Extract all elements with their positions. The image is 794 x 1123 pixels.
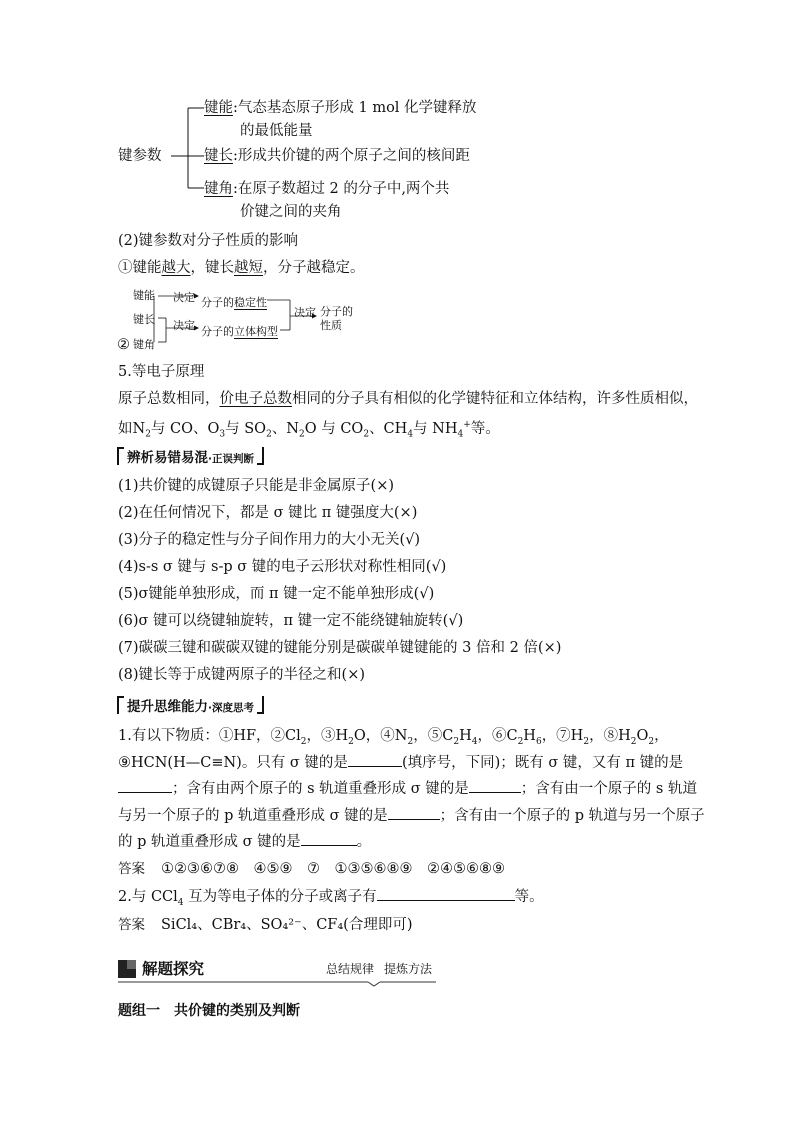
influence-heading: (2)键参数对分子性质的影响 xyxy=(118,233,299,249)
answer-1 xyxy=(118,859,505,879)
diag-decide-3: 决定 xyxy=(294,306,316,319)
q1-l3-b: ；含有由一个原子的 s 轨道 xyxy=(520,781,697,797)
bond-angle-term: 键角 xyxy=(204,181,233,197)
influence-point-1 xyxy=(118,258,365,278)
iso-l1-a: 原子总数相同， xyxy=(118,391,220,407)
think-subtitle: ·深度思考 xyxy=(208,702,254,714)
judge-item-4: (4)s-s σ 键与 s-p σ 键的电子云形状对称性相同(√) xyxy=(118,559,447,575)
judge-item-2: (2)在任何情况下，都是 σ 键比 π 键强度大(×) xyxy=(118,505,418,521)
blank-5[interactable] xyxy=(301,831,357,846)
bond-length-line xyxy=(204,146,470,166)
judge-section-title xyxy=(117,446,264,466)
q1-l3-a: ；含有由两个原子的 s 轨道重叠形成 σ 键的是 xyxy=(172,781,469,797)
blank-6[interactable] xyxy=(377,886,515,901)
bond-energy-line xyxy=(204,98,477,118)
diag-struct-b: 立体构型 xyxy=(234,325,278,338)
diag-length: 键长 xyxy=(133,313,155,326)
diag-property-1: 分子的 xyxy=(320,305,353,318)
judge-item-7: (7)碳碳三键和碳碳双键的键能分别是碳碳单键键能的 3 倍和 2 倍(×) xyxy=(118,640,562,656)
q1-l4-a: 与另一个原子的 p 轨道重叠形成 σ 键的是 xyxy=(118,808,388,824)
p1-text-a: ①键能 xyxy=(118,260,162,276)
isoelectronic-line-2: 如$N_2$与 CO、$O_3$与 $SO_2$、$N_2O$ 与 $CO_2$、$CH_4$与 $NH_4^+$等。 xyxy=(118,420,500,440)
p1-text-b: 越大 xyxy=(161,260,191,276)
q2-line: 2.与 CCl$_4$ 互为等电子体的分子或离子有 等。 xyxy=(118,886,544,913)
q1-line-3 xyxy=(118,778,697,799)
diag-struct-a: 分子的 xyxy=(201,325,234,338)
bond-angle-def: :在原子数超过 2 的分子中,两个共 xyxy=(233,181,450,197)
bracket-open-icon xyxy=(117,447,124,465)
diag-stab-b: 稳定性 xyxy=(234,296,267,309)
diag-stability xyxy=(201,296,267,309)
bond-angle-line xyxy=(204,179,449,199)
bracket-open-icon xyxy=(117,696,124,714)
solve-title: 解题探究 xyxy=(142,960,205,978)
q1-l5-a: 的 p 轨道重叠形成 σ 键的是 xyxy=(118,834,301,850)
q1-l4-b: ；含有由一个原子的 p 轨道与另一个原子 xyxy=(439,808,705,824)
judge-item-5: (5)σ键能单独形成，而 π 键一定不能单独形成(√) xyxy=(118,586,435,602)
q1-line-2 xyxy=(118,752,683,773)
diag-angle: 键角 xyxy=(133,338,155,351)
bond-angle-def-cont: 价键之间的夹角 xyxy=(240,204,342,220)
answer-label-1: 答案 xyxy=(118,861,145,877)
bracket-close-icon xyxy=(257,447,264,465)
p1-text-e: ，分子越稳定。 xyxy=(263,260,365,276)
diag-decide-1: 决定 xyxy=(173,291,195,304)
q1-line-5 xyxy=(118,831,371,852)
answer-1-text: ①②③⑥⑦⑧ ④⑤⑨ ⑦ ①③⑤⑥⑧⑨ ②④⑤⑥⑧⑨ xyxy=(161,861,505,877)
tree-brackets xyxy=(168,96,208,196)
isoelectronic-heading: 5.等电子原理 xyxy=(118,364,205,380)
p1-text-c: ，键长 xyxy=(190,260,234,276)
think-title: 提升思维能力 xyxy=(127,699,208,715)
solve-tag-1: 总结规律 xyxy=(326,962,375,976)
answer-label-2: 答案 xyxy=(118,917,145,933)
p1-text-d: 越短 xyxy=(234,260,263,276)
bond-length-term: 键长 xyxy=(204,148,233,164)
blank-4[interactable] xyxy=(388,805,440,820)
iso-l1-c: 相同的分子具有相似的化学键特征和立体结构，许多性质相似， xyxy=(292,391,698,407)
blank-3[interactable] xyxy=(469,778,521,793)
blank-2[interactable] xyxy=(118,778,172,793)
q2-a: 2.与 CCl xyxy=(118,889,178,905)
isoelectronic-line-1 xyxy=(118,389,698,409)
blank-1[interactable] xyxy=(348,752,402,767)
q2-b: 互为等电子体的分子或离子有 xyxy=(183,889,377,905)
solve-tags xyxy=(326,961,432,977)
answer-2 xyxy=(118,915,413,935)
judge-item-6: (6)σ 键可以绕键轴旋转，π 键一定不能绕键轴旋转(√) xyxy=(118,613,464,629)
tree-root: 键参数 xyxy=(118,148,162,164)
diag-stab-a: 分子的 xyxy=(201,296,234,309)
block-icon xyxy=(118,960,136,978)
judge-subtitle: ·正误判断 xyxy=(208,453,254,465)
solve-tag-2: 提炼方法 xyxy=(384,962,433,976)
problem-group-1: 题组一 共价键的类别及判断 xyxy=(118,1003,300,1019)
diag-structure xyxy=(201,325,278,338)
q2-c: 等。 xyxy=(514,889,544,905)
bond-energy-def-cont: 的最低能量 xyxy=(240,123,313,139)
diag-circle-2: ② xyxy=(117,337,130,353)
judge-item-1: (1)共价键的成键原子只能是非金属原子(×) xyxy=(118,478,395,494)
think-section-title xyxy=(117,695,264,715)
solve-rule xyxy=(118,979,438,987)
judge-title: 辨析易错易混 xyxy=(127,450,208,466)
diag-property-2: 性质 xyxy=(320,319,342,332)
bond-energy-def: :气态基态原子形成 1 mol 化学键释放 xyxy=(233,100,477,116)
diag-decide-2: 决定 xyxy=(173,319,195,332)
answer-2-text: SiCl₄、CBr₄、SO₄²⁻、CF₄(合理即可) xyxy=(161,917,413,933)
bond-length-def: :形成共价键的两个原子之间的核间距 xyxy=(233,148,470,164)
q1-l5-b: 。 xyxy=(356,834,372,850)
iso-l1-b: 价电子总数 xyxy=(219,391,292,407)
solve-section-icon xyxy=(118,960,136,978)
diag-energy: 键能 xyxy=(133,289,155,302)
judge-item-8: (8)键长等于成键两原子的半径之和(×) xyxy=(118,667,366,683)
bond-energy-term: 键能 xyxy=(204,100,233,116)
q1-l2-b: (填序号，下同)；既有 σ 键，又有 π 键的是 xyxy=(401,755,684,771)
q1-l2-a: ⑨HCN(H—C≡N)。只有 σ 键的是 xyxy=(118,755,348,771)
q1-line-4 xyxy=(118,805,705,826)
bracket-close-icon xyxy=(257,696,264,714)
q1-line-1: 1.有以下物质：①HF，$②Cl_2$，$③H_2O$，$④N_2$，$⑤C_2H_4$，$⑥C_2H_6$，$⑦H_2$，$⑧H_2O_2$， xyxy=(118,728,669,747)
judge-item-3: (3)分子的稳定性与分子间作用力的大小无关(√) xyxy=(118,532,421,548)
